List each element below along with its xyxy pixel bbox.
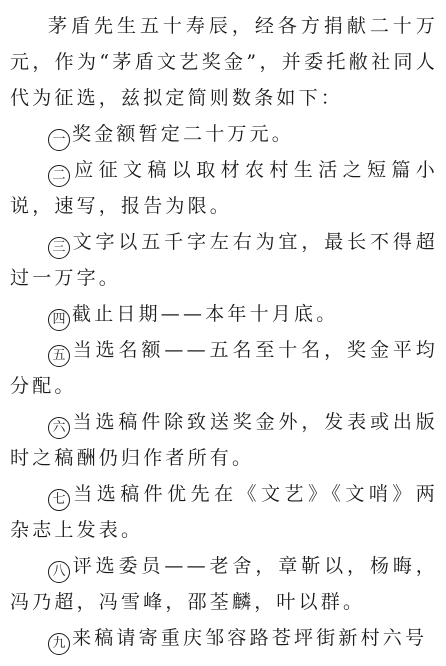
rule-item-5: [10, 332, 438, 404]
rule-text: 文字以五千字左右为宜，最长不得超过一万字。: [10, 231, 438, 289]
rule-text: 奖金额暂定二十万元。: [72, 123, 295, 145]
rule-item-7: [10, 476, 438, 548]
circled-number-marker: 四: [48, 309, 70, 331]
rule-text: 当选名额——五名至十名，奖金平均分配。: [10, 339, 438, 397]
circled-number-marker: 八: [48, 561, 70, 583]
rule-text: 当选稿件优先在《文艺》《文哨》两杂志上发表。: [10, 483, 438, 541]
circled-number-marker: 一: [48, 129, 70, 151]
rule-item-4: [10, 296, 438, 332]
circled-number-marker: 二: [48, 165, 70, 187]
circled-number-marker: 三: [48, 237, 70, 259]
rule-text: 截止日期——本年十月底。: [72, 303, 339, 325]
rule-item-8: [10, 548, 438, 620]
rule-item-1: [10, 116, 438, 152]
circled-number-marker: 六: [48, 417, 70, 439]
rule-item-3: [10, 224, 438, 296]
circled-number-marker: 五: [48, 345, 70, 367]
rule-item-6: [10, 404, 438, 476]
rule-item-2: [10, 152, 438, 224]
circled-number-marker: 九: [48, 633, 70, 655]
rule-text: 评选委员——老舍，章靳以，杨晦，冯乃超，冯雪峰，邵荃麟，叶以群。: [10, 555, 438, 613]
rule-text: 来稿请寄重庆邹容路苍坪街新村六号: [72, 627, 428, 649]
rule-text: 应征文稿以取材农村生活之短篇小说，速写，报告为限。: [10, 159, 438, 217]
rule-text: 当选稿件除致送奖金外，发表或出版时之稿酬仍归作者所有。: [10, 411, 438, 469]
rule-item-9: [10, 620, 438, 656]
circled-number-marker: 七: [48, 489, 70, 511]
intro-paragraph: 茅盾先生五十寿辰，经各方捐献二十万元，作为“茅盾文艺奖金”，并委托敝社同人代为征选，兹拟定简则数条如下：: [10, 15, 438, 109]
